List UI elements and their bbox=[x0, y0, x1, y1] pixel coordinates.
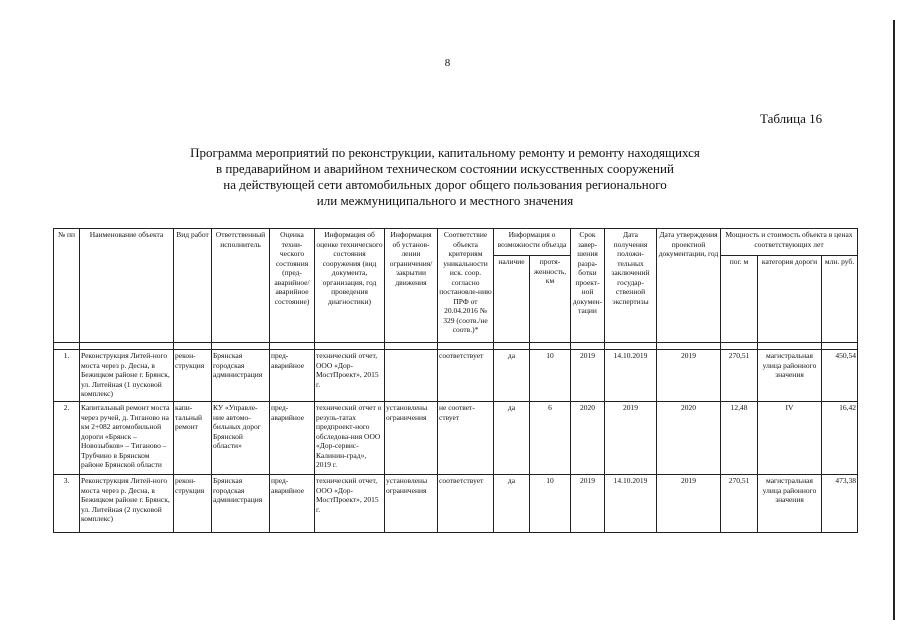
cell-capacity-category: магистральная улица районного значения bbox=[758, 350, 822, 402]
cell-info-limits bbox=[385, 350, 438, 402]
cell-capacity-cost: 450,54 bbox=[822, 350, 858, 402]
cell-name: Реконструкция Литей-ного моста через р. Десна, в Бежицком районе г. Брянск, ул. Литейная (2 пусковой комплекс) bbox=[80, 475, 174, 533]
cell-criteria: соответствует bbox=[438, 475, 494, 533]
cell-bypass-length: 10 bbox=[530, 350, 571, 402]
title-line: или межмуниципального и местного значения bbox=[316, 193, 574, 208]
cell-capacity-category: магистральная улица районного значения bbox=[758, 475, 822, 533]
cell-assessment: пред-аварийное bbox=[270, 402, 315, 475]
header-conclusion-date: Дата получения положи-тельных заключений государ-ственной экспертизы bbox=[605, 229, 657, 343]
header-criteria: Соответствие объекта критериям уникальности иск. соор. согласно постановле-нию ПРФ от 20.04.2016 № 329 (соотв./не соотв.)* bbox=[438, 229, 494, 343]
table-row bbox=[54, 402, 858, 475]
cell-bypass-length: 6 bbox=[530, 402, 571, 475]
cell-responsible: Брянская городская администрация bbox=[212, 475, 270, 533]
cell-work: рекон-струкция bbox=[174, 475, 212, 533]
cell-approve-date: 2019 bbox=[657, 350, 721, 402]
header-num: № пп bbox=[54, 229, 80, 343]
document-title bbox=[120, 145, 770, 209]
cell-num: 2. bbox=[54, 402, 80, 475]
cell-name: Капитальный ремонт моста через ручей, д. Тиганово на км 2+082 автомобильной дороги «Брянск – Новозыбков» – Тиганово – Трубчино в Брянском районе Брянской области bbox=[80, 402, 174, 475]
header-work: Вид работ bbox=[174, 229, 212, 343]
header-bypass-availability: наличие bbox=[494, 256, 530, 343]
table-row bbox=[54, 475, 858, 533]
cell-capacity-cost: 16,42 bbox=[822, 402, 858, 475]
header-info-assessment: Информация об оценке технического состояния сооружения (вид документа, организация, год проведения диагностики) bbox=[315, 229, 385, 343]
program-table bbox=[53, 228, 858, 533]
header-bypass-length: протя-женность, км bbox=[530, 256, 571, 343]
cell-bypass-length: 10 bbox=[530, 475, 571, 533]
cell-info-limits: установлены ограничения bbox=[385, 475, 438, 533]
header-dev-term: Срок завер-шения разра-ботки проект-ной докумен-тации bbox=[571, 229, 605, 343]
page-number: 8 bbox=[444, 57, 451, 69]
header-bypass: Информация о возможности объезда bbox=[494, 229, 571, 256]
spacer-row bbox=[54, 343, 858, 350]
cell-num: 1. bbox=[54, 350, 80, 402]
cell-assessment: пред-аварийное bbox=[270, 350, 315, 402]
cell-work: рекон-струкция bbox=[174, 350, 212, 402]
cell-dev-term: 2019 bbox=[571, 475, 605, 533]
header-capacity-category: категория дороги bbox=[758, 256, 822, 343]
header-capacity-cost: млн. руб. bbox=[822, 256, 858, 343]
cell-capacity-cost: 473,38 bbox=[822, 475, 858, 533]
cell-capacity-category: IV bbox=[758, 402, 822, 475]
cell-capacity-meters: 12,48 bbox=[721, 402, 758, 475]
cell-info-assessment: технический отчет, ООО «Дор-МостПроект», 2015 г. bbox=[315, 350, 385, 402]
header-info-limits: Информация об установ-лении ограничения/ закрытии движения bbox=[385, 229, 438, 343]
header-responsible: Ответственный исполнитель bbox=[212, 229, 270, 343]
table-label: Таблица 16 bbox=[760, 111, 823, 126]
cell-info-limits: установлены ограничения bbox=[385, 402, 438, 475]
cell-approve-date: 2020 bbox=[657, 402, 721, 475]
cell-bypass-availability: да bbox=[494, 350, 530, 402]
cell-conclusion-date: 14.10.2019 bbox=[605, 350, 657, 402]
cell-conclusion-date: 14.10.2019 bbox=[605, 475, 657, 533]
scan-edge-line bbox=[893, 20, 895, 620]
cell-info-assessment: технический отчет, ООО «Дор-МостПроект», 2015 г. bbox=[315, 475, 385, 533]
cell-conclusion-date: 2019 bbox=[605, 402, 657, 475]
cell-capacity-meters: 270,51 bbox=[721, 475, 758, 533]
title-line: на действующей сети автомобильных дорог общего пользования регионального bbox=[223, 177, 667, 192]
table-row bbox=[54, 350, 858, 402]
cell-capacity-meters: 270,51 bbox=[721, 350, 758, 402]
title-line: в предаварийном и аварийном техническом состоянии искусственных сооружений bbox=[216, 161, 674, 176]
cell-bypass-availability: да bbox=[494, 475, 530, 533]
header-name: Наименование объекта bbox=[80, 229, 174, 343]
header-capacity-meters: пог. м bbox=[721, 256, 758, 343]
header-assessment: Оценка техни-ческого состояния (пред-аварийное/ аварийное состояние) bbox=[270, 229, 315, 343]
cell-info-assessment: технический отчет о резуль-татах предпроект-ного обследова-ния ООО «Дор-сервис-Калинин-град», 2019 г. bbox=[315, 402, 385, 475]
header-approve-date: Дата утверждения проектной документации, год bbox=[657, 229, 721, 343]
cell-responsible: Брянская городская администрация bbox=[212, 350, 270, 402]
cell-responsible: КУ «Управле-ние автомо-бильных дорог Брянской области» bbox=[212, 402, 270, 475]
cell-assessment: пред-аварийное bbox=[270, 475, 315, 533]
cell-work: капи-тальный ремонт bbox=[174, 402, 212, 475]
cell-criteria: соответствует bbox=[438, 350, 494, 402]
cell-num: 3. bbox=[54, 475, 80, 533]
cell-dev-term: 2020 bbox=[571, 402, 605, 475]
cell-name: Реконструкция Литей-ного моста через р. Десна, в Бежицком районе г. Брянск, ул. Литейная (1 пусковой комплекс) bbox=[80, 350, 174, 402]
header-capacity: Мощность и стоимость объекта в ценах соответствующих лет bbox=[721, 229, 858, 256]
cell-approve-date: 2019 bbox=[657, 475, 721, 533]
cell-dev-term: 2019 bbox=[571, 350, 605, 402]
title-line: Программа мероприятий по реконструкции, капитальному ремонту и ремонту находящихся bbox=[190, 145, 700, 160]
cell-criteria: не соответ-ствует bbox=[438, 402, 494, 475]
cell-bypass-availability: да bbox=[494, 402, 530, 475]
